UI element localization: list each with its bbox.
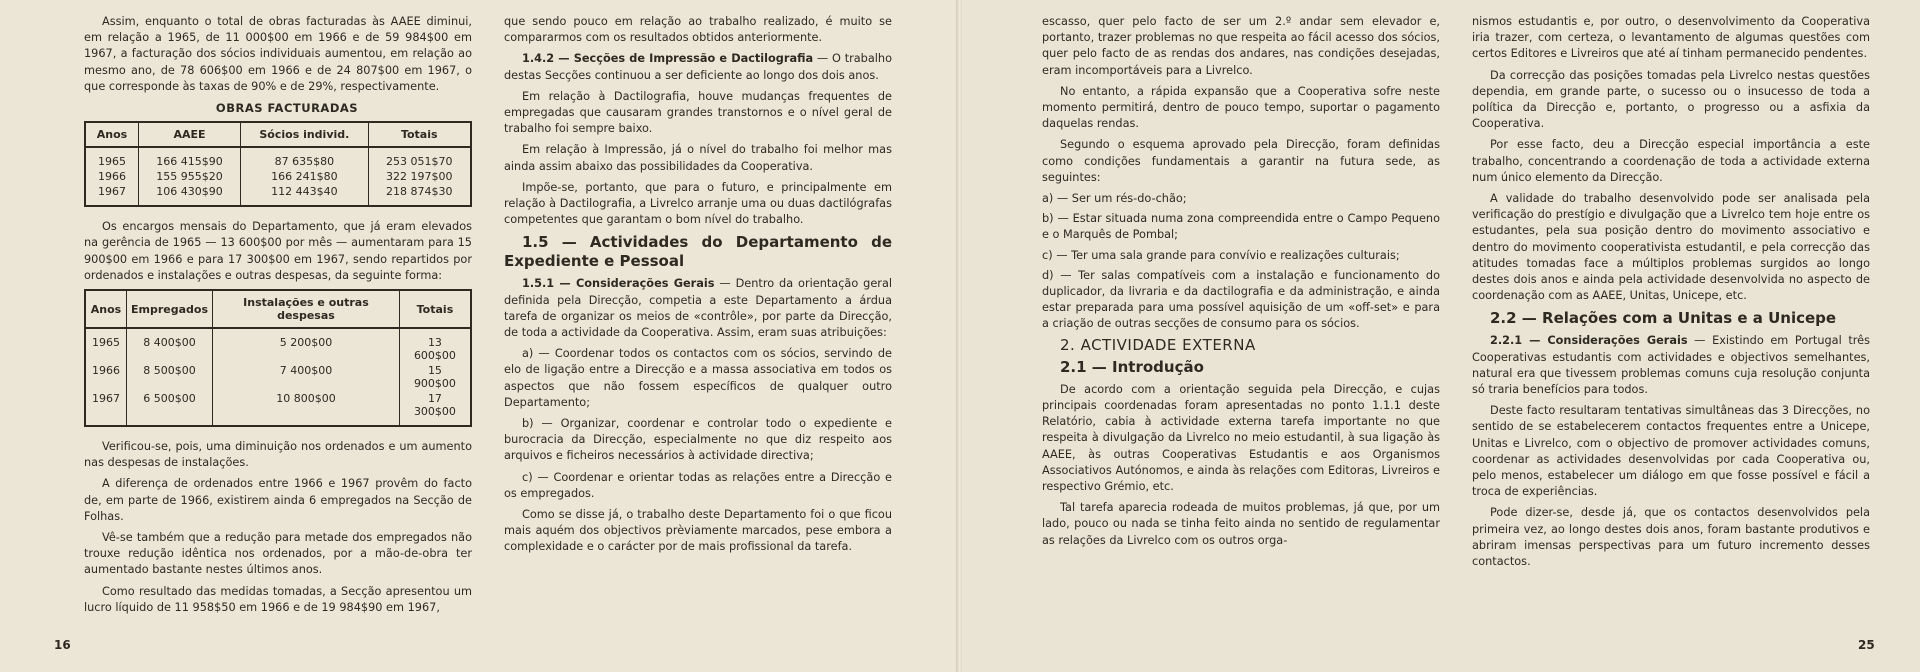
table-header: Sócios individ. xyxy=(241,122,368,147)
paragraph: A validade do trabalho desenvolvido pode ser analisada pela verificação do prestígio e divulgação que a Livrelco tem hoje entre os estudantes, pela sua posição dentro do movimento associativo e dentro do movimento cooperativista estudantil, e pela correcção das atitudes tomadas face a múltiplos problemas surgidos ao longo destes dois anos e ainda pela actividade desenvolvida no aspecto de coordenação com as AAEE, Unitas, Unicepe, etc. xyxy=(1472,192,1870,303)
list-item: b) — Organizar, coordenar e controlar todo o expediente e burocracia da Direcção, especialmente no que diz respeito aos arquivos e ficheiros necessários à actividade directiva; xyxy=(504,417,892,463)
table-cell: 10 800$00 xyxy=(213,391,400,426)
paragraph: No entanto, a rápida expansão que a Cooperativa sofre neste momento permitirá, dentro de pouco tempo, suportar o pagamento daquelas rendas. xyxy=(1042,84,1440,131)
right-page-column-1 xyxy=(1042,14,1440,554)
table-cell: 166 241$80 xyxy=(241,169,368,184)
table-cell: 1966 xyxy=(85,363,127,391)
paragraph: Os encargos mensais do Departamento, que já eram elevados na gerência de 1965 — 13 600$00 por mês — aumentaram para 15 900$00 em 1966 e para 17 300$00 em 1967, sendo repartidos por ordenados e instalações e outras despesas, da seguinte forma: xyxy=(84,220,472,282)
table-row xyxy=(85,363,471,391)
table-row xyxy=(85,147,471,169)
table-header: Anos xyxy=(85,122,138,147)
section-1-4-2 xyxy=(504,51,892,83)
paragraph: nismos estudantis e, por outro, o desenvolvimento da Cooperativa iria trazer, com certeza, o levantamento de algumas questões com certos Editores e Livreiros que até aí tinham permanecido pendentes. xyxy=(1472,15,1870,61)
table-cell: 13 600$00 xyxy=(399,328,471,363)
table-cell: 253 051$70 xyxy=(368,147,471,169)
paragraph: De acordo com a orientação seguida pela Direcção, e cujas principais coordenadas foram apresentadas no ponto 1.1.1 deste Relatório, cabia à actividade externa tarefa importante no que respeita à divulgação da Livrelco no meio estudantil, à sua ligação às AAEE, às outras Cooperativas Estudantis e aos Organismos Associativos Autónomos, e ainda às relações com Editoras, Livreiros e respectivo Grémio, etc. xyxy=(1042,382,1440,494)
list-item: a) — Ser um rés-do-chão; xyxy=(1042,192,1187,206)
table-cell: 17 300$00 xyxy=(399,391,471,426)
section-heading: 2.1 — Introdução xyxy=(1060,357,1204,376)
right-page xyxy=(962,0,1920,672)
table-cell: 8 500$00 xyxy=(127,363,213,391)
table-row xyxy=(85,328,471,363)
paragraph: que sendo pouco em relação ao trabalho realizado, é muito se compararmos com os resultados obtidos anteriormente. xyxy=(504,15,892,45)
table-header: Totais xyxy=(399,290,471,328)
table-header: Anos xyxy=(85,290,127,328)
paragraph: Deste facto resultaram tentativas simultâneas das 3 Direcções, no sentido de se estabelecerem contactos frequentes entre a Unicepe, Unitas e Livrelco, com o objectivo de promover actividades comuns, coordenar as actividades desenvolvidas por cada Cooperativa ou, pelo menos, estabelecer um diálogo em que fosse possível e fácil a troca de experiências. xyxy=(1472,404,1870,499)
table-cell: 1967 xyxy=(85,184,138,206)
left-page-column-2 xyxy=(504,14,892,561)
section-2-2-1 xyxy=(1472,333,1870,398)
table-cell: 6 500$00 xyxy=(127,391,213,426)
table-cell: 112 443$40 xyxy=(241,184,368,206)
section-1-5-1 xyxy=(504,276,892,341)
table-cell: 1965 xyxy=(85,147,138,169)
paragraph: Como se disse já, o trabalho deste Departamento foi o que ficou mais aquém dos objectivos prèviamente marcados, pese embora a complexidade e o carácter por de mais profissional da tarefa. xyxy=(504,508,892,554)
paragraph: Em relação à Impressão, já o nível do trabalho foi melhor mas ainda assim abaixo das possibilidades da Cooperativa. xyxy=(504,143,892,173)
section-heading: 2.2 — Relações com a Unitas e a Unicepe xyxy=(1490,309,1837,328)
left-page xyxy=(0,0,958,672)
subsection-text: — O trabalho destas Secções continuou a ser deficiente ao longo dos dois anos. xyxy=(504,52,892,82)
paragraph: Pode dizer-se, desde já, que os contactos desenvolvidos pela primeira vez, ao longo destes dois anos, foram bastante produtivos e abriram imensas perspectivas para um futuro incremento desses contactos. xyxy=(1472,506,1870,569)
paragraph: Segundo o esquema aprovado pela Direcção, foram definidas como condições fundamentais a garantir na futura sede, as seguintes: xyxy=(1042,138,1440,184)
table-cell: 7 400$00 xyxy=(213,363,400,391)
paragraph: Em relação à Dactilografia, houve mudanças frequentes de empregadas que causaram grandes transtornos e o nível geral de trabalho foi sempre baixo. xyxy=(504,89,892,136)
list-item: d) — Ter salas compatíveis com a instalação e funcionamento do duplicador, da livraria e da dactilografia e da administração, e ainda estar preparada para uma possível aquisição de um «off-set» e para a criação de outras secções de consumo para os sócios. xyxy=(1042,268,1440,331)
paragraph: Verificou-se, pois, uma diminuição nos ordenados e um aumento nas despesas de instalações. xyxy=(84,440,472,470)
table-cell: 322 197$00 xyxy=(368,169,471,184)
table-cell: 106 430$90 xyxy=(138,184,240,206)
paragraph: escasso, quer pelo facto de ser um 2.º andar sem elevador e, portanto, trazer problemas no que respeita ao fácil acesso dos sócios, quer pelo facto de as rendas dos andares, nas condições desejadas, eram incomportáveis para a Livrelco. xyxy=(1042,15,1440,77)
table-cell: 166 415$90 xyxy=(138,147,240,169)
table-cell: 218 874$30 xyxy=(368,184,471,206)
encargos-table xyxy=(84,289,472,427)
subsection-text: — Dentro da orientação geral definida pela Direcção, competia a este Departamento a árdua tarefa de organizar os meios de «contrôle», por parte da Direcção, de toda a actividade da Cooperativa. Assim, eram suas atribuições: xyxy=(504,277,893,340)
table-cell: 5 200$00 xyxy=(213,328,400,363)
page-number: 25 xyxy=(1858,638,1875,652)
table-header: Instalações e outras despesas xyxy=(213,290,400,328)
subsection-heading: 1.4.2 — Secções de Impressão e Dactilografia xyxy=(522,52,814,66)
table-header: AAEE xyxy=(138,122,240,147)
table-cell: 1965 xyxy=(85,328,127,363)
page-number: 16 xyxy=(54,638,71,652)
obras-facturadas-table xyxy=(84,121,472,207)
table-title: OBRAS FACTURADAS xyxy=(215,101,359,116)
list-item: c) — Ter uma sala grande para convívio e realizações culturais; xyxy=(1042,248,1400,262)
section-heading: 1.5 — Actividades do Departamento de Expediente e Pessoal xyxy=(504,233,892,271)
list-item: b) — Estar situada numa zona compreendida entre o Campo Pequeno e o Marquês de Pombal; xyxy=(1042,212,1440,242)
paragraph: Como resultado das medidas tomadas, a Secção apresentou um lucro líquido de 11 958$50 em 1966 e de 19 984$90 em 1967, xyxy=(84,584,472,614)
paragraph: Impõe-se, portanto, que para o futuro, e principalmente em relação à Dactilografia, a Livrelco arranje uma ou duas dactilógrafas competentes que garantam o bom nível do trabalho. xyxy=(504,180,892,227)
subsection-text: — Existindo em Portugal três Cooperativas estudantis com actividades e objectivos semelhantes, natural era que tivessem problemas comuns cuja resolução conjunta só traria benefícios para todos. xyxy=(1472,334,1870,397)
table-cell: 8 400$00 xyxy=(127,328,213,363)
paragraph: A diferença de ordenados entre 1966 e 1967 provêm do facto de, em parte de 1966, existirem ainda 6 empregados na Secção de Folhas. xyxy=(84,477,472,523)
table-header: Totais xyxy=(368,122,471,147)
paragraph: Assim, enquanto o total de obras facturadas às AAEE diminui, em relação a 1965, de 11 000$00 em 1966 e de 59 984$00 em 1967, a facturação dos sócios individuais aumentou, em relação ao mesmo ano, de 78 606$00 em 1966 e de 24 807$00 em 1967, o que corresponde às taxas de 90% e de 29%, respectivamente. xyxy=(84,15,472,93)
table-cell: 15 900$00 xyxy=(399,363,471,391)
table-cell: 87 635$80 xyxy=(241,147,368,169)
table-header: Empregados xyxy=(127,290,213,328)
right-page-column-2 xyxy=(1472,14,1870,575)
paragraph: Por esse facto, deu a Direcção especial importância a este trabalho, concentrando a coordenação de toda a actividade externa num único elemento da Direcção. xyxy=(1472,138,1870,184)
list-item: a) — Coordenar todos os contactos com os sócios, servindo de elo de ligação entre a Direcção e a massa associativa em todos os aspectos que não fossem específicos de qualquer outro Departamento; xyxy=(504,347,892,409)
table-cell: 1967 xyxy=(85,391,127,426)
paragraph: Da correcção das posições tomadas pela Livrelco nestas questões dependia, em grande parte, o sucesso ou o insucesso de toda a política da Direcção e, portanto, o progresso ou a asfixia da Cooperativa. xyxy=(1472,68,1870,131)
chapter-heading: 2. ACTIVIDADE EXTERNA xyxy=(1060,335,1256,354)
subsection-heading: 1.5.1 — Considerações Gerais xyxy=(522,277,715,291)
subsection-heading: 2.2.1 — Considerações Gerais xyxy=(1490,334,1688,348)
paragraph: Vê-se também que a redução para metade dos empregados não trouxe redução idêntica nos ordenados, por a mão-de-obra ter aumentado bastante nestes últimos anos. xyxy=(84,531,472,577)
table-row xyxy=(85,391,471,426)
table-cell: 1966 xyxy=(85,169,138,184)
left-page-column-1 xyxy=(84,14,472,621)
table-cell: 155 955$20 xyxy=(138,169,240,184)
paragraph: Tal tarefa aparecia rodeada de muitos problemas, já que, por um lado, pouco ou nada se tinha feito ainda no sentido de regulamentar as relações da Livrelco com os outros orga- xyxy=(1042,501,1440,547)
list-item: c) — Coordenar e orientar todas as relações entre a Direcção e os empregados. xyxy=(504,470,892,500)
table-row xyxy=(85,169,471,184)
table-row xyxy=(85,184,471,206)
